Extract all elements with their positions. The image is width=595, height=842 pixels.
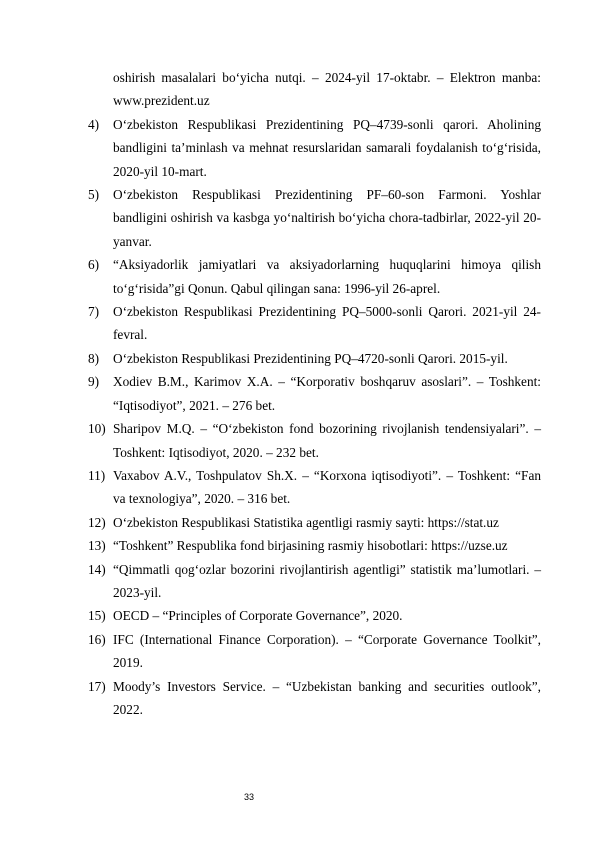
reference-text: IFC (International Finance Corporation). – “Corporate Governance Toolkit”, 2019. [113,631,541,671]
reference-item-6 [88,253,541,300]
reference-number: 12) [88,514,106,530]
reference-continuation [88,66,541,113]
reference-number: 6) [88,257,100,273]
reference-item-13 [88,534,541,557]
reference-text: Xodiev B.M., Karimov X.A. – “Korporativ boshqaruv asoslari”. – Toshkent: “Iqtisodiyot”, 2021. – 276 bet. [113,374,541,413]
reference-number: 15) [88,608,106,624]
reference-text: “Toshkent” Respublika fond birjasining rasmiy hisobotlari: https://uzse.uz [113,538,508,554]
reference-number: 16) [88,631,106,647]
reference-number: 7) [88,304,100,320]
reference-number: 17) [88,678,106,694]
reference-item-5 [88,183,541,253]
reference-item-10 [88,417,541,464]
reference-text: “Aksiyadorlik jamiyatlari va aksiyadorlarning huquqlarini himoya qilish to‘g‘risida”gi Qonun. Qabul qilingan sana: 1996-yil 26-aprel. [113,257,541,296]
reference-text: “Qimmatli qog‘ozlar bozorini rivojlantirish agentligi” statistik ma’lumotlari. – 2023-yil. [113,561,541,600]
reference-number: 14) [88,561,106,577]
reference-item-16 [88,628,541,675]
reference-item-15 [88,604,541,627]
reference-number: 5) [88,187,100,203]
reference-text: O‘zbekiston Respublikasi Prezidentining PQ–4720-sonli Qarori. 2015-yil. [113,350,508,366]
reference-item-7 [88,300,541,347]
reference-number: 11) [88,467,106,483]
reference-text: O‘zbekiston Respublikasi Statistika agentligi rasmiy sayti: https://stat.uz [113,514,499,530]
reference-item-12 [88,511,541,534]
reference-item-14 [88,558,541,605]
reference-number: 10) [88,421,106,437]
reference-text: O‘zbekiston Respublikasi Prezidentining PQ–4739-sonli qarori. Aholining bandligini ta’minlash va mehnat resurslaridan samarali foydalanish to‘g‘risida, 2020-yil 10-mart. [113,116,541,179]
reference-item-17 [88,675,541,722]
reference-list [88,66,541,721]
reference-text: Sharipov M.Q. – “O‘zbekiston fond bozorining rivojlanish tendensiyalari”. – Toshkent: Iqtisodiyot, 2020. – 232 bet. [113,421,541,460]
reference-continuation-text: oshirish masalalari bo‘yicha nutqi. – 2024-yil 17-oktabr. – Elektron manba: www.prezident.uz [113,70,541,109]
reference-item-4 [88,113,541,183]
reference-text: Moody’s Investors Service. – “Uzbekistan banking and securities outlook”, 2022. [113,678,541,717]
reference-item-11 [88,464,541,511]
reference-text: O‘zbekiston Respublikasi Prezidentining PQ–5000-sonli Qarori. 2021-yil 24-fevral. [113,304,541,343]
reference-number: 4) [88,116,100,132]
reference-number: 8) [88,350,100,366]
reference-number: 13) [88,538,106,554]
reference-item-8 [88,347,541,370]
page-number: 33 [244,792,255,802]
reference-text: O‘zbekiston Respublikasi Prezidentining PF–60-son Farmoni. Yoshlar bandligini oshirish va kasbga yo‘naltirish bo‘yicha chora-tadbirlar, 2022-yil 20-yanvar. [113,187,541,249]
reference-number: 9) [88,374,100,390]
reference-text: Vaxabov A.V., Toshpulatov Sh.X. – “Korxona iqtisodiyoti”. – Toshkent: “Fan va texnologiya”, 2020. – 316 bet. [113,467,541,507]
reference-text: OECD – “Principles of Corporate Governance”, 2020. [113,608,403,624]
reference-item-9 [88,370,541,417]
